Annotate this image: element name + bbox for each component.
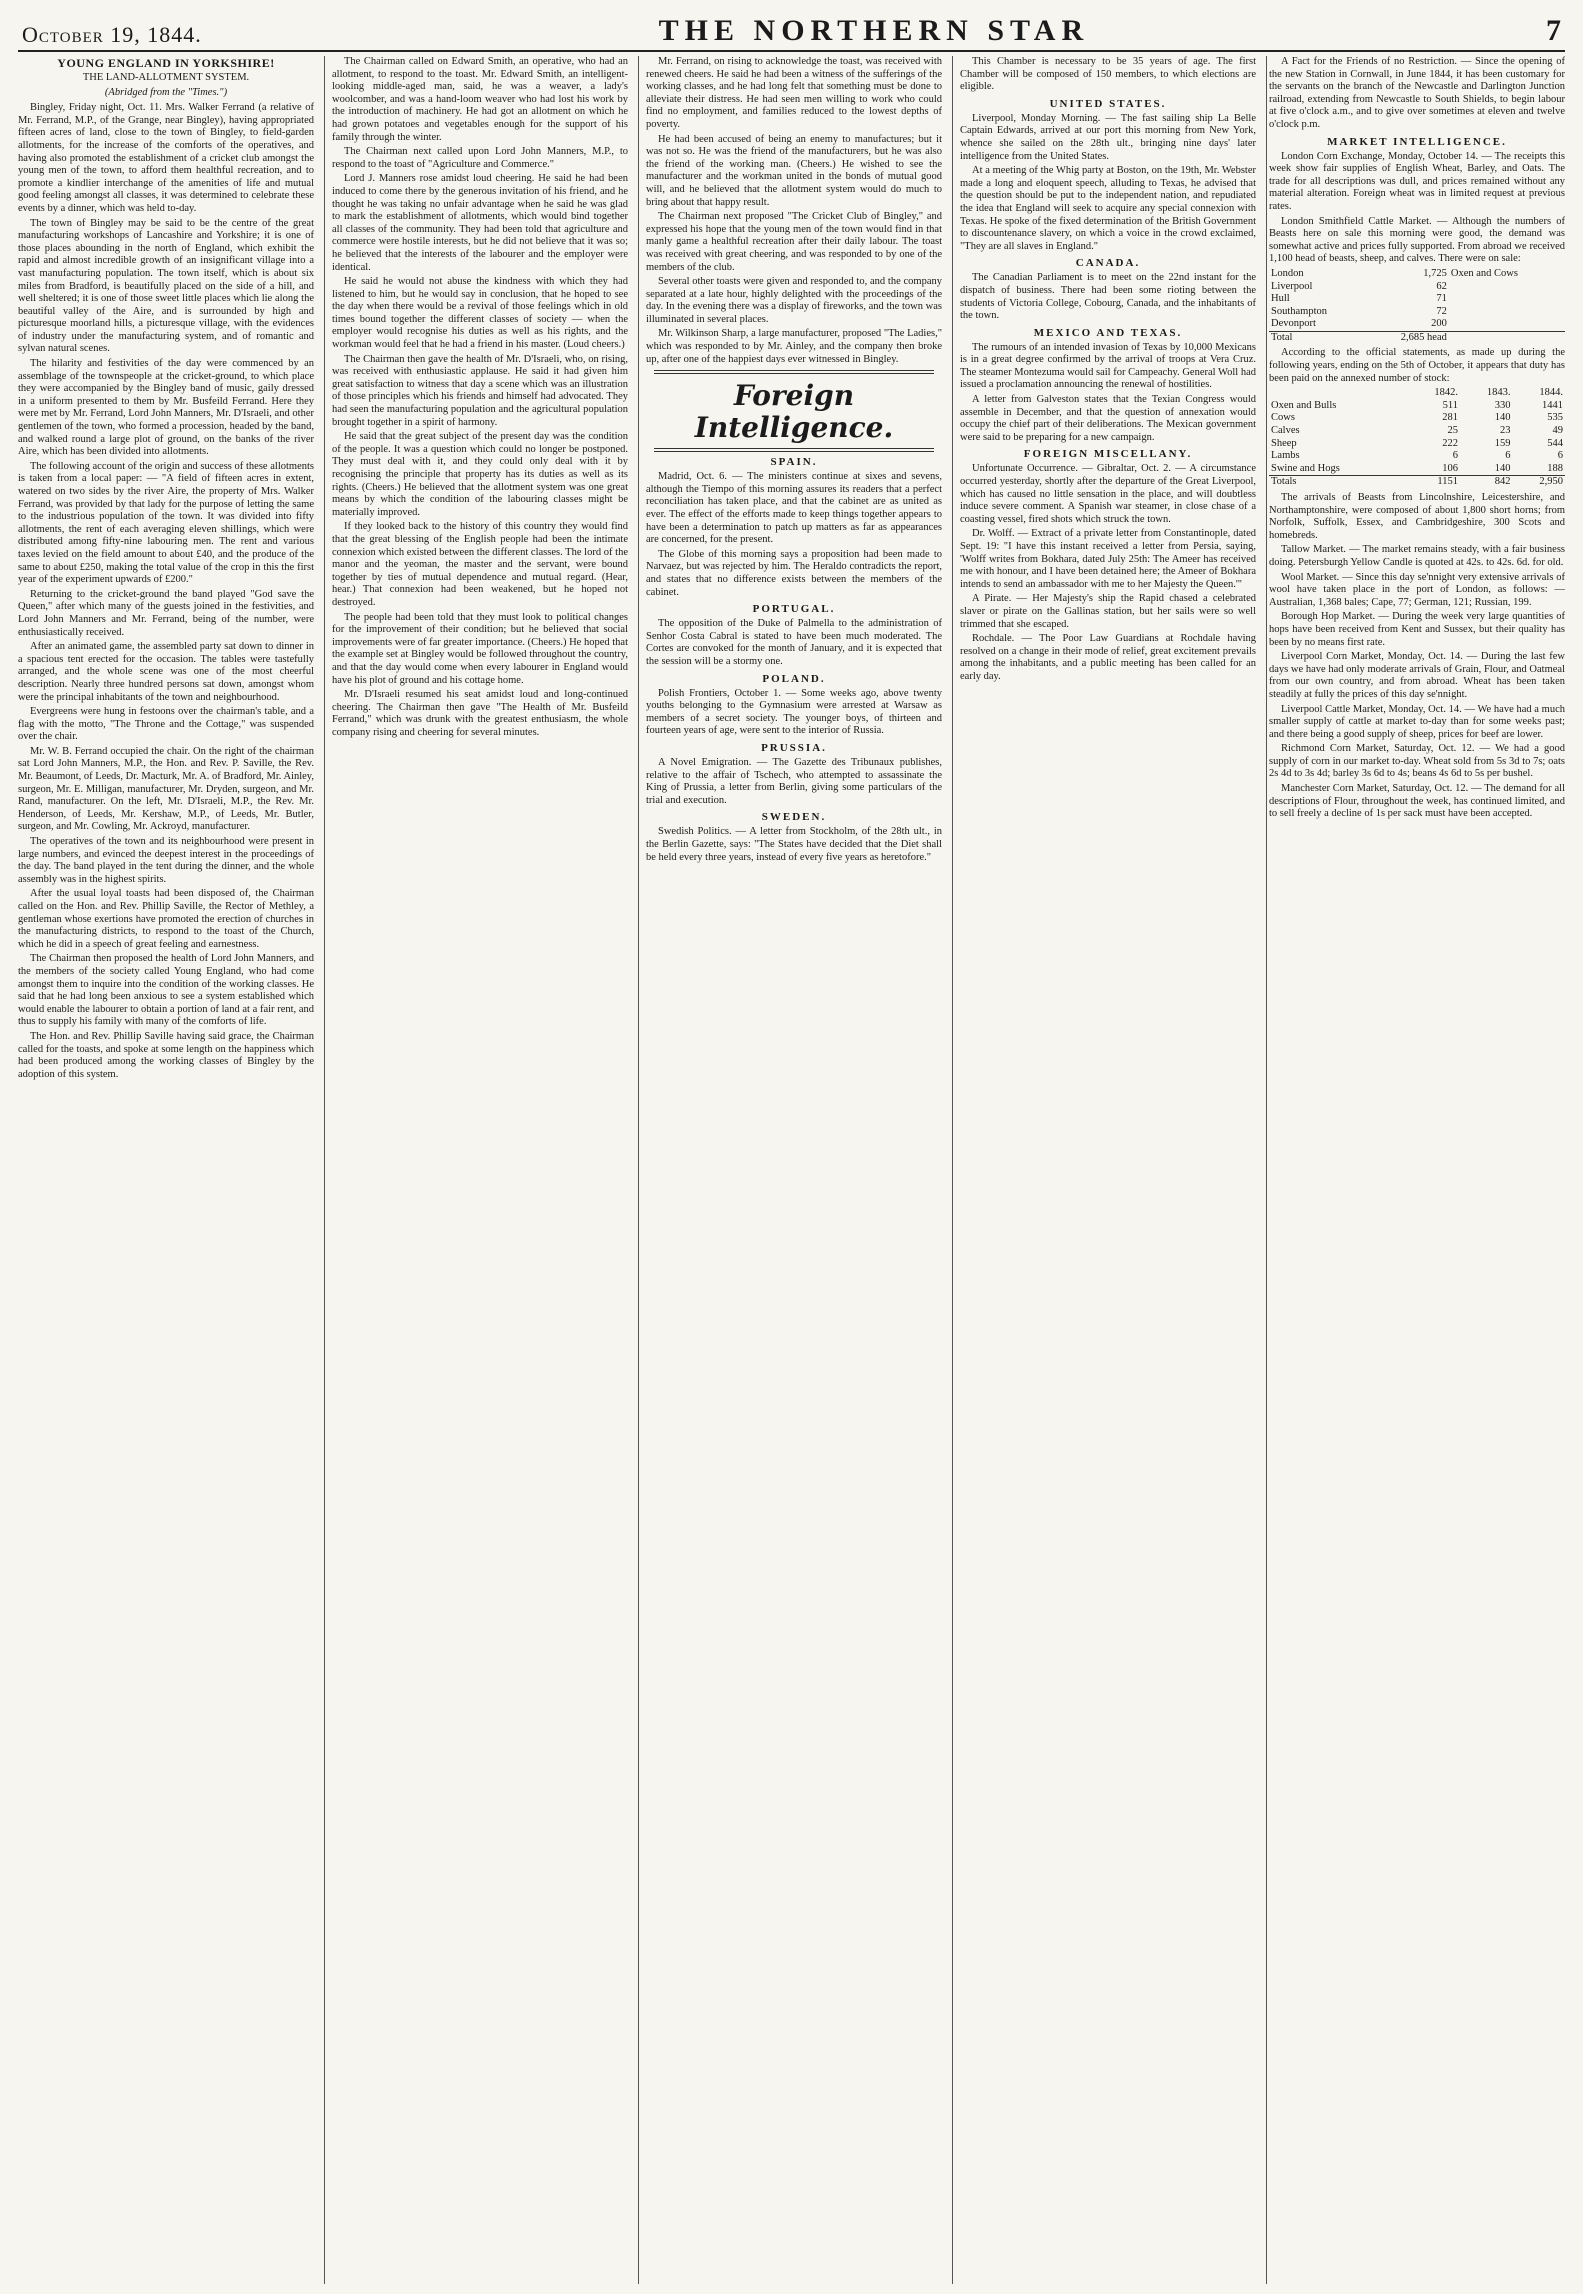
row-value: 140	[1494, 462, 1511, 474]
paragraph: The Hon. and Rev. Phillip Saville having said grace, the Chairman called for the toasts, and spoke at some length on the happiness which had been produced among the working classes of Bingley by the adoption of this system.	[18, 1030, 314, 1080]
stock-comparison-body	[1269, 400, 1565, 489]
column-3	[646, 56, 942, 2284]
row-value: 222	[1442, 437, 1458, 449]
paragraph: The Globe of this morning says a proposition had been made to Narvaez, but was rejected by him. The Heraldo contradicts the report, and states that no difference exists between the members of the cabinet.	[646, 548, 942, 598]
row-value: 23	[1499, 425, 1511, 437]
table-row	[1269, 268, 1565, 281]
column-1	[18, 56, 314, 2284]
stock-comparison-table	[1269, 387, 1565, 489]
paragraph: The town of Bingley may be said to be the centre of the great manufacturing workshops of Lancashire and Yorkshire; it is one of those places abounding in the north of England, which exhibit the rapid and almost incredible growth of an insignificant village into a vast manufacturing population. The town itself, which is about six miles from Bradford, is beautifully placed on the side of a hill, and well sheltered; it is one of those sweet little places which lie along the beautiful valley of the Aire, and is surrounded by high and picturesque moorland hills, a picturesque village, with the evidences of industry under the manufacturing system, and of romantic and sylvan natural scenes.	[18, 217, 314, 355]
paragraph: Mr. D'Israeli resumed his seat amidst loud and long-continued cheering. The Chairman then gave "The Health of Mr. Busfeild Ferrand," which was drunk with the greatest enthusiasm, the whole company rising and cheering for several minutes.	[332, 689, 628, 738]
paragraph: A Novel Emigration. — The Gazette des Tribunaux publishes, relative to the affair of Tschech, who attempted to assassinate the King of Prussia, a letter from Berlin, giving some particulars of the trial and execution.	[646, 756, 942, 806]
paragraph: Lord J. Manners rose amidst loud cheering. He said he had been induced to come there by the generous invitation of his friend, and he thought he was taking no unfair advantage when he said he was glad to mark the establishment of allotments, which would bind together all classes of the community. They had been told that agriculture and commerce were hostile interests, but he did not believe that it was so; he believed that the interests of the labourer and the employer were identical.	[332, 173, 628, 273]
row-value: 6	[1452, 450, 1458, 462]
paragraph: The Chairman next called upon Lord John Manners, M.P., to respond to the toast of "Agriculture and Commerce."	[332, 146, 628, 170]
total-value: 842	[1460, 476, 1513, 489]
row-value: 106	[1442, 462, 1458, 474]
paragraph: The arrivals of Beasts from Lincolnshire, Leicestershire, and Northamptonshire, were composed of about 1,800 short horns; from Norfolk, Suffolk, Essex, and Cambridgeshire, 300 Scots and homebreds.	[1269, 492, 1565, 541]
subheading-spain: SPAIN.	[770, 456, 818, 469]
issue-date: October 19, 1844.	[22, 22, 202, 47]
paragraph: Richmond Corn Market, Saturday, Oct. 12. — We had a good supply of corn in our market to-day. Wheat sold from 5s 3d to 7s; oats 2s 4d to 3s 4d; barley 3s 6d to 4s; beans 4s 6d to 5s per bushel.	[1269, 743, 1565, 780]
paragraph: Returning to the cricket-ground the band played "God save the Queen," after which many of the guests joined in the festivities, and Lord John Manners and Mr. Ferrand, being of the number, were enthusiastically received.	[18, 588, 314, 638]
paragraph: This Chamber is necessary to be 35 years of age. The first Chamber will be composed of 150 members, to which elections are eligible.	[960, 56, 1256, 93]
paragraph: A Pirate. — Her Majesty's ship the Rapid chased a celebrated slaver or pirate on the Gallinas station, but her sails were so well trimmed that she escaped.	[960, 593, 1256, 630]
row-value: 281	[1442, 412, 1458, 424]
paragraph: The operatives of the town and its neighbourhood were present in large numbers, and evinced the deepest interest in the proceedings of the day. The band played in the tent during the dinner, and the whole assembly was in the highest spirits.	[18, 836, 314, 885]
row-label: Calves	[1271, 425, 1300, 437]
row-label: Southampton	[1271, 305, 1328, 317]
row-value: 71	[1436, 293, 1447, 305]
paragraph: He said that the great subject of the present day was the condition of the people. It was a question which could no longer be postponed. They must deal with it, and they could only deal with it by recognising the principle that property has its duties as well as its rights. (Cheers.) He believed that the allotment system was one great means by which the condition of the labouring classes might be materially improved.	[332, 431, 628, 518]
paragraph: Madrid, Oct. 6. — The ministers continue at sixes and sevens, although the Tiempo of this morning assures its readers that a perfect reconciliation has taken place, and that the cabinet are as united as ever. The effect of the efforts made to keep things together appears to have been a determination to patch up matters as far as appearances are concerned, for the present.	[646, 471, 942, 546]
table-row	[1269, 463, 1565, 476]
row-value: 140	[1494, 412, 1511, 424]
header-label	[1269, 387, 1407, 400]
row-value: 6	[1557, 450, 1563, 462]
paragraph: Borough Hop Market. — During the week very large quantities of hops have been received from Kent and Sussex, but their quality has been by no means first rate.	[1269, 611, 1565, 648]
article-subtitle: THE LAND-ALLOTMENT SYSTEM.	[82, 72, 250, 83]
paragraph: The rumours of an intended invasion of Texas by 10,000 Mexicans is in a great degree confirmed by the arrival of troops at Vera Cruz. The steamer Montezuma would sail for Campeachy. General Woll had issued a proclamation announcing the renewal of hostilities.	[960, 341, 1256, 391]
subheading-foreign-miscellany: FOREIGN MISCELLANY.	[1023, 448, 1193, 461]
column-5	[1269, 56, 1565, 2284]
header-year: 1843.	[1486, 387, 1511, 399]
row-unit: Oxen and Cows	[1450, 267, 1518, 279]
subheading-poland: POLAND.	[762, 672, 826, 685]
paragraph: Mr. Wilkinson Sharp, a large manufacturer, proposed "The Ladies," which was responded to by Mr. Ainley, and the company then broke up, after one of the happiest days ever witnessed in Bingley.	[646, 328, 942, 365]
row-value: 62	[1436, 280, 1447, 292]
section-divider	[654, 370, 934, 374]
total-value: 2,685 head	[1367, 331, 1449, 344]
columns	[18, 56, 1565, 2284]
header-year: 1844.	[1539, 387, 1563, 399]
paragraph: Swedish Politics. — A letter from Stockholm, of the 28th ult., in the Berlin Gazette, says: "The States have decided that the Diet shall be held every three years, instead of every five years as heretofore."	[646, 826, 942, 863]
subheading-portugal: PORTUGAL.	[752, 603, 836, 616]
subheading-united-states: UNITED STATES.	[1049, 97, 1167, 110]
table-row	[1269, 400, 1565, 413]
total-unit	[1449, 331, 1565, 344]
paragraph: The opposition of the Duke of Palmella to the administration of Senhor Costa Cabral is stated to have been much moderated. The Cortes are convoked for the month of January, and it is expected that the session will be a stormy one.	[646, 618, 942, 667]
subheading-prussia: PRUSSIA.	[761, 741, 827, 754]
table-total-row	[1269, 476, 1565, 489]
row-value: 1,725	[1423, 267, 1447, 279]
paragraph: At a meeting of the Whig party at Boston, on the 19th, Mr. Webster made a long and eloquent speech, alluding to Texas, he advised that the question should be put to the independent nation, and repudiated the idea that England will seek to acquire any special connexion with Texas. He spoke of the fixed determination of the British Government to discountenance slavery, on which a voice in the crowd exclaimed, "They are all slaves in England."	[960, 165, 1256, 252]
row-value: 330	[1494, 399, 1511, 411]
column-rule	[638, 56, 639, 2284]
section-divider	[654, 448, 934, 452]
paragraph: Mr. W. B. Ferrand occupied the chair. On the right of the chairman sat Lord John Manners, M.P., the Hon. and Rev. P. Saville, the Rev. Mr. Beaumont, of Leeds, Dr. Macturk, Mr. A. of Bradford, Mr. Ainley, surgeon, Mr. E. Milligan, manufacturer, Mr. Dryden, surgeon, and Mr. Rand, manufacturer. On the left, Mr. D'Israeli, M.P., the Rev. Mr. Henderson, of Leeds, Mr. Kershaw, M.P., of Leeds, Mr. Butler, surgeon, and Mr. Cowling, Mr. Ackroyd, manufacturer.	[18, 745, 314, 833]
paragraph: He had been accused of being an enemy to manufactures; but it was not so. He was the friend of the manufacturers, but he was also the friend of the working man. (Cheers.) He wished to see the manufacturer and the workman united in the bonds of mutual good will, and he believed that the allotment system would do much to bring about that happy result.	[646, 133, 942, 208]
row-value: 200	[1431, 318, 1447, 330]
paragraph: London Corn Exchange, Monday, October 14. — The receipts this week show fair supplies of English Wheat, Barley, and Oats. The trade for all descriptions was dull, and prices remained without any material alteration. Foreign wheat was in limited request at previous rates.	[1269, 150, 1565, 212]
paragraph: According to the official statements, as made up during the following years, ending on the 5th of October, it appears that duty has been paid on the annexed number of stock:	[1269, 347, 1565, 384]
paragraph: A letter from Galveston states that the Texian Congress would assemble in December, and that the question of annexation would occupy the chief part of their deliberations. The Mexican government were said to be preparing for a new campaign.	[960, 394, 1256, 443]
paragraph: Dr. Wolff. — Extract of a private letter from Constantinople, dated Sept. 19: "I have this instant received a letter from Persia, saying, 'Wolff writes from Bokhara, dated July 25th: The Ameer has received me with honour, and I have been detained here; the Ameer of Bokhara intends to send an ambassador with me to her Majesty the Queen.'"	[960, 528, 1256, 590]
paragraph: Wool Market. — Since this day se'nnight very extensive arrivals of wool have taken place in the port of London, as follows: — Australian, 1,368 bales; Cape, 77; German, 121; Russian, 199.	[1269, 571, 1565, 608]
paragraph: Bingley, Friday night, Oct. 11. Mrs. Walker Ferrand (a relative of Mr. Ferrand, M.P., of the Grange, near Bingley), having appropriated fifteen acres of land, close to the town of Bingley, to field-garden allotments, for the increase of the comforts of the operatives, and having also promoted the establishment of a cricket club amongst the young men of the town, to afford them healthful recreation, and to promote a kindlier interchange of the amenities of life and mutual good feeling amongst all classes, it was determined to celebrate these events by a dinner, which was held to-day.	[18, 102, 314, 214]
paragraph: The Chairman called on Edward Smith, an operative, who had an allotment, to respond to the toast. Mr. Edward Smith, an intelligent-looking middle-aged man, said, he was a weaver, a lady's woolcomber, and was a hand-loom weaver who had lost his work by the introduction of machinery. He had got an allotment on which he had grown potatoes and vegetables enough for the support of his family through the winter.	[332, 56, 628, 143]
row-unit	[1449, 318, 1565, 331]
subheading-market: MARKET INTELLIGENCE.	[1327, 135, 1507, 148]
article-source: (Abridged from the "Times.")	[104, 86, 228, 98]
row-value: 188	[1547, 462, 1563, 474]
subheading-sweden: SWEDEN.	[761, 811, 827, 824]
paragraph: The Chairman then gave the health of Mr. D'Israeli, who, on rising, was received with enthusiastic applause. He said it had given him great satisfaction to witness that day a scene which was an illustration of those principles which his friends and himself had advocated. They had seen the manufacturing population and the agricultural population brought together in a spirit of harmony.	[332, 353, 628, 428]
paragraph: The hilarity and festivities of the day were commenced by an assemblage of the townspeople at the cricket-ground, to which place they were accompanied by the Bingley band of music, gaily dressed in a uniform presented to them by Mr. Busfeild Ferrand. Here they were met by Mr. Ferrand, Lord John Manners, Mr. D'Israeli, and other gentlemen of the town, who formed a procession, headed by the band, and walked round a large plot of ground, on the banks of the river Aire, which has been divided into allotments.	[18, 358, 314, 458]
page-number: 7	[1546, 14, 1561, 47]
row-value: 72	[1436, 305, 1447, 317]
column-rule	[952, 56, 953, 2284]
row-value: 511	[1442, 399, 1458, 411]
total-value: 2,950	[1512, 476, 1565, 489]
masthead	[18, 12, 1565, 52]
table-row	[1269, 306, 1565, 319]
article-title: YOUNG ENGLAND IN YORKSHIRE!	[57, 56, 275, 70]
header-year: 1842.	[1434, 387, 1458, 399]
smithfield-arrivals-body	[1269, 268, 1565, 345]
subheading-mexico-texas: MEXICO AND TEXAS.	[1033, 326, 1183, 339]
row-label: Hull	[1271, 293, 1290, 305]
total-label: Total	[1269, 331, 1367, 344]
row-label: London	[1271, 267, 1304, 279]
paragraph: After the usual loyal toasts had been disposed of, the Chairman called on the Hon. and Rev. Phillip Saville, the Rector of Methley, a gentleman whose exertions have promoted the erection of churches in the manufacturing districts, to respond to the toast of the Church, which he did in a speech of great feeling and earnestness.	[18, 888, 314, 950]
paragraph: Liverpool Corn Market, Monday, Oct. 14. — During the last few days we have had only moderate arrivals of Grain, Flour, and Oatmeal from our own country, and from abroad. Wheat has been taken steadily at fully the prices of this day se'nnight.	[1269, 651, 1565, 700]
table-row	[1269, 425, 1565, 438]
smithfield-arrivals-table	[1269, 268, 1565, 345]
paragraph: The following account of the origin and success of these allotments is taken from a local paper: — "A field of fifteen acres in extent, watered on two sides by the river Aire, the property of Mrs. Walker Ferrand, was provided by that lady for the purpose of letting the same to the industrious population of the town. It was divided into fifty allotments, the rent of each averaging eleven shillings, which were distributed among fifty-nine labouring men. The rent and various taxes levied on the field amount to about £40, and the produce of the same to about £250, making the total value of the crop in this the first year of the experiment upwards of £200."	[18, 460, 314, 586]
paragraph: He said he would not abuse the kindness with which they had listened to him, but he would say in conclusion, that he hoped to see the day when there would be a revival of those feelings which in old times bound together the different classes of society — when the employer would recognise his duties as well as his rights, and the workman would feel that he had a friend in his master. (Loud cheers.)	[332, 276, 628, 351]
row-label: Oxen and Bulls	[1271, 399, 1337, 411]
row-label: Cows	[1271, 412, 1295, 424]
table-row	[1269, 293, 1565, 306]
row-unit	[1449, 281, 1565, 294]
table-row	[1269, 318, 1565, 331]
row-value: 25	[1447, 425, 1458, 437]
paragraph: A Fact for the Friends of no Restriction. — Since the opening of the new Station in Cornwall, in June 1844, it has been customary for the servants on the branch of the Newcastle and Darlington Junction railroad, extending from Newcastle to South Shields, to begin labour at five o'clock a.m., and to give over sometimes at eleven and twelve o'clock p.m.	[1269, 56, 1565, 130]
paragraph: Unfortunate Occurrence. — Gibraltar, Oct. 2. — A circumstance occurred yesterday, shortly after the departure of the Great Liverpool, which has caused no little sensation in the place, and will doubtless induce severe comment. A Spanish war steamer, in close chase of a coasting vessel, fired shots which struck the town.	[960, 463, 1256, 525]
paragraph: The Chairman next proposed "The Cricket Club of Bingley," and expressed his hope that the young men of the town would find in that manly game a healthful recreation after their daily labour. The toast was received with great cheering, and was responded to by one of the members of the club.	[646, 211, 942, 273]
paragraph: Mr. Ferrand, on rising to acknowledge the toast, was received with renewed cheers. He said he had been a witness of the sufferings of the working classes, and he had long felt that something must be done to alleviate their distress. He had seen men willing to work who could find no employment, and families reduced to the lowest depths of poverty.	[646, 56, 942, 130]
paragraph: Rochdale. — The Poor Law Guardians at Rochdale having resolved on a change in their mode of relief, great excitement prevails among the inhabitants, and a public meeting has been called for an early day.	[960, 633, 1256, 682]
row-value: 49	[1552, 425, 1563, 437]
table-total-row	[1269, 331, 1565, 344]
table-row	[1269, 438, 1565, 451]
table-row	[1269, 412, 1565, 425]
table-row	[1269, 450, 1565, 463]
table-row	[1269, 281, 1565, 294]
row-value: 6	[1505, 450, 1511, 462]
section-heading-foreign: Foreign Intelligence.	[694, 379, 894, 445]
column-rule	[324, 56, 325, 2284]
row-value: 535	[1547, 412, 1563, 424]
column-4	[960, 56, 1256, 2284]
row-unit	[1449, 293, 1565, 306]
paragraph: London Smithfield Cattle Market. — Although the numbers of Beasts here on sale this morning were good, the demand was somewhat active and prices fully supported. From abroad we received 1,100 head of beasts, sheep, and calves. There were on sale:	[1269, 215, 1565, 265]
paragraph: Polish Frontiers, October 1. — Some weeks ago, above twenty youths belonging to the Gymnasium were arrested at Warsaw as members of a secret society. The younger boys, of thirteen and fourteen years of age, were sent to the interior of Russia.	[646, 687, 942, 737]
paragraph: After an animated game, the assembled party sat down to dinner in a spacious tent erected for the occasion. The tables were tastefully arranged, and the whole scene was one of the most cheerful description. Nearly three hundred persons sat down, amongst whom were the principal inhabitants of the town and neighbourhood.	[18, 641, 314, 703]
paragraph: Manchester Corn Market, Saturday, Oct. 12. — The demand for all descriptions of Flour, throughout the week, has continued limited, and to sell freely a decline of 1s per sack must have been accepted.	[1269, 783, 1565, 820]
paragraph: Liverpool Cattle Market, Monday, Oct. 14. — We have had a much smaller supply of cattle at market to-day than for some weeks past; and there being a good supply of sheep, prices for beef are lower.	[1269, 703, 1565, 740]
total-label: Totals	[1269, 476, 1407, 489]
row-value: 159	[1494, 437, 1511, 449]
paragraph: The Canadian Parliament is to meet on the 22nd instant for the dispatch of business. There had been some rioting between the students of Victoria College, Cobourg, Canada, and the inhabitants of the town.	[960, 272, 1256, 322]
row-label: Devonport	[1271, 318, 1316, 330]
paragraph: If they looked back to the history of this country they would find that the great blessing of the English people had been the intimate connexion which existed between the different classes. The lord of the manor and the yeoman, the master and the servant, were bound together by ties of mutual dependence and mutual regard. (Hear, hear.) That connexion had been weakened, but he hoped not destroyed.	[332, 521, 628, 608]
row-label: Liverpool	[1271, 280, 1313, 292]
row-label: Sheep	[1271, 437, 1297, 449]
newspaper-title: THE NORTHERN STAR	[658, 14, 1090, 47]
row-value: 544	[1547, 437, 1563, 449]
paragraph: Tallow Market. — The market remains steady, with a fair business doing. Petersburgh Yellow Candle is quoted at 42s. to 42s. 6d. for old.	[1269, 544, 1565, 568]
subheading-canada: CANADA.	[1075, 257, 1141, 270]
row-value: 1441	[1542, 399, 1563, 411]
paragraph: The Chairman then proposed the health of Lord John Manners, and the members of the society called Young England, who had come amongst them to inquire into the condition of the working classes. He said that he had long been anxious to see a system established which would enable the labourer to obtain a portion of land at a fair rent, and thus to supply his family with many of the comforts of life.	[18, 953, 314, 1028]
total-value: 1151	[1407, 476, 1460, 489]
row-label: Swine and Hogs	[1271, 462, 1340, 474]
stock-comparison-header	[1269, 387, 1565, 400]
column-2	[332, 56, 628, 2284]
paragraph: Evergreens were hung in festoons over the chairman's table, and a flag with the motto, "The Throne and the Cottage," was suspended over the chair.	[18, 706, 314, 743]
column-rule	[1266, 56, 1267, 2284]
paragraph: Liverpool, Monday Morning. — The fast sailing ship La Belle Captain Edwards, arrived at our port this morning from New York, whence she sailed on the 28th ult., bringing nine days' later intelligence from the United States.	[960, 112, 1256, 162]
paragraph: Several other toasts were given and responded to, and the company separated at a late hour, highly delighted with the proceedings of the day. In the evening there was a display of fireworks, and the town was illuminated in several places.	[646, 276, 942, 325]
paragraph: The people had been told that they must look to political changes for the improvement of their condition; but he believed that social improvements were of far greater importance. (Cheers.) He hoped that the example set at Bingley would be followed throughout the country, and that the day would come when every labourer in England would have his plot of ground and his cottage home.	[332, 611, 628, 686]
row-unit	[1449, 306, 1565, 319]
row-label: Lambs	[1271, 450, 1300, 462]
